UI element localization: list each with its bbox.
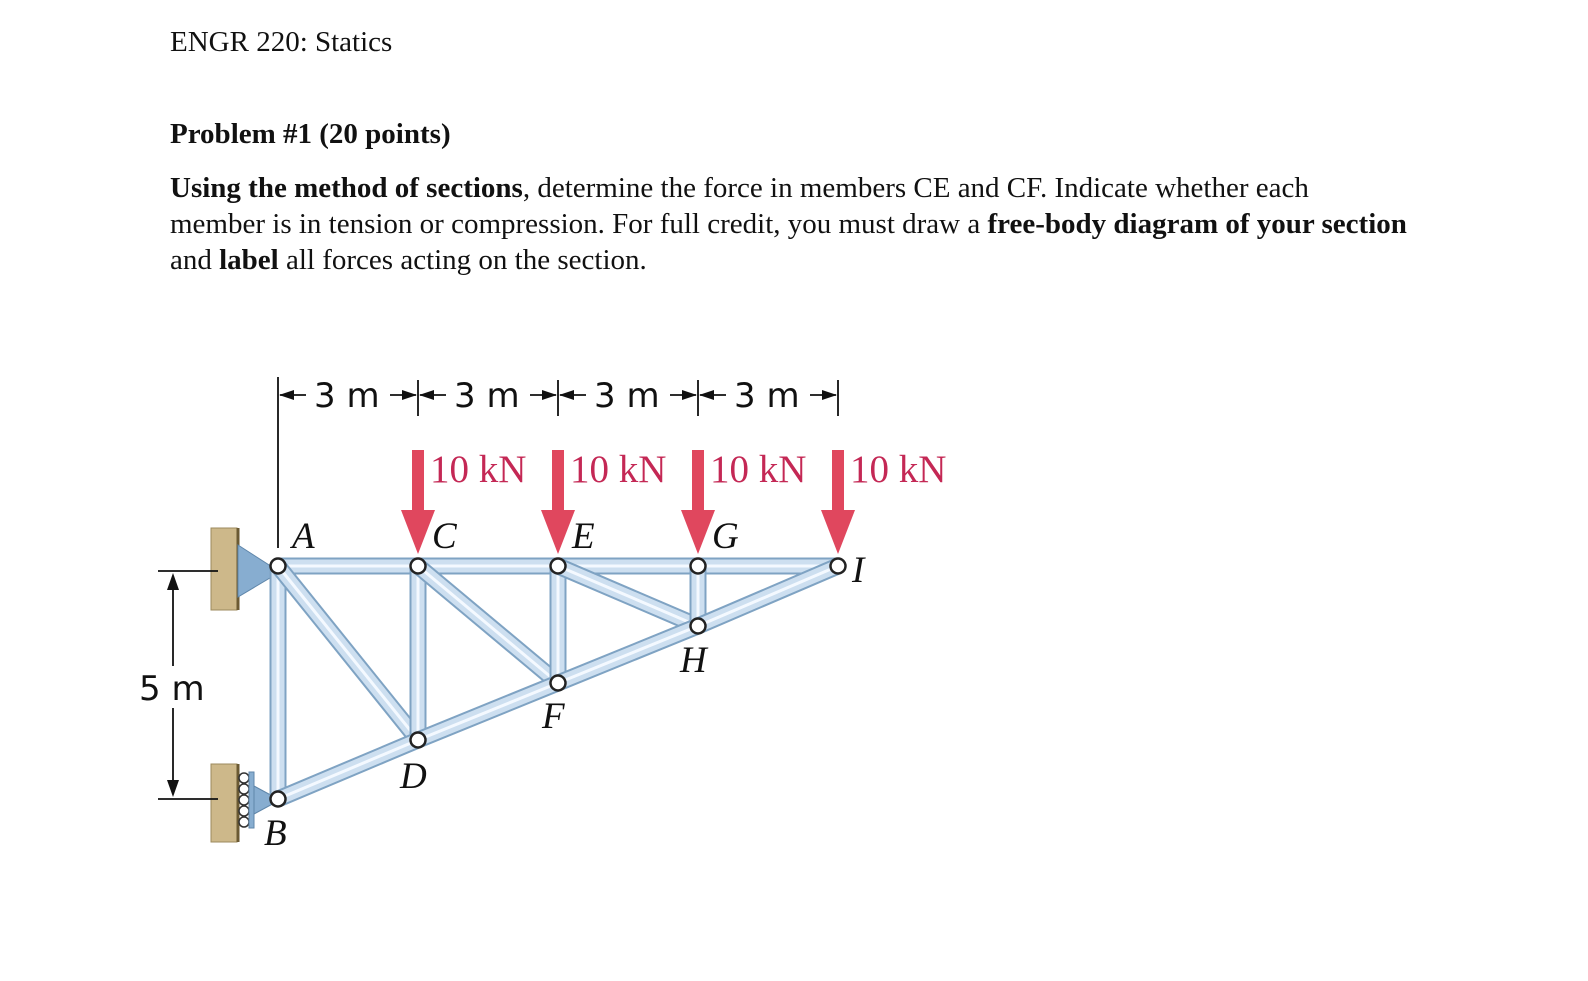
pin-i	[831, 559, 846, 574]
load-g	[681, 448, 806, 554]
load-label: 10 kN	[430, 448, 527, 491]
load-arrow-shaft	[832, 450, 844, 512]
node-label-c: C	[432, 516, 457, 557]
load-label: 10 kN	[710, 448, 807, 491]
node-label-h: H	[680, 640, 707, 681]
load-arrow-shaft	[552, 450, 564, 512]
load-arrow-head	[401, 510, 435, 554]
load-arrow-shaft	[412, 450, 424, 512]
pin-c	[411, 559, 426, 574]
load-arrow-head	[541, 510, 575, 554]
dimension-span-4	[699, 376, 837, 416]
course-title: ENGR 220: Statics	[170, 26, 393, 58]
node-label-i: I	[852, 550, 865, 591]
problem-text-segment: label	[219, 244, 279, 276]
load-label: 10 kN	[570, 448, 667, 491]
problem-text-segment: all forces acting on the section.	[278, 244, 647, 276]
member-hi	[698, 566, 838, 626]
node-label-b: B	[264, 813, 287, 854]
member-df	[418, 683, 558, 740]
load-arrow-shaft	[692, 450, 704, 512]
pin-h	[691, 619, 706, 634]
support-wall-top	[211, 528, 237, 610]
node-label-a: A	[292, 516, 315, 557]
pin-g	[691, 559, 706, 574]
height-dimension-label: 5 m	[139, 669, 205, 709]
member-cf	[418, 566, 558, 683]
member-fh	[558, 626, 698, 683]
pin-f	[551, 676, 566, 691]
support-wall-bottom	[211, 764, 237, 842]
load-i	[821, 448, 946, 554]
member-ad	[278, 566, 418, 740]
problem-text-segment: , determine the force in members CE and CF. Indicate whether each member is in tension or compression. For full credit, you must draw a	[170, 172, 1309, 240]
problem-text-segment: Using the method of sections	[170, 172, 523, 204]
dimension-label: 3 m	[594, 376, 660, 416]
node-label-e: E	[572, 516, 595, 557]
pin-e	[551, 559, 566, 574]
dimension-span-2	[419, 376, 557, 416]
dimension-label: 3 m	[734, 376, 800, 416]
load-label: 10 kN	[850, 448, 947, 491]
member-bd	[278, 740, 418, 799]
node-label-g: G	[712, 516, 739, 557]
node-label-d: D	[400, 756, 427, 797]
load-arrow-head	[681, 510, 715, 554]
load-e	[541, 448, 666, 554]
load-arrow-head	[821, 510, 855, 554]
dimension-label: 3 m	[314, 376, 380, 416]
dimension-label: 3 m	[454, 376, 520, 416]
pin-d	[411, 733, 426, 748]
problem-text-segment: free-body diagram of your section	[987, 208, 1407, 240]
member-eh	[558, 566, 698, 626]
problem-heading: Problem #1 (20 points)	[170, 118, 451, 150]
node-label-f: F	[542, 696, 565, 737]
pin-b	[271, 792, 286, 807]
load-c	[401, 448, 526, 554]
vertical-dimension	[139, 571, 218, 799]
problem-text-segment: and	[170, 244, 220, 276]
pin-a	[271, 559, 286, 574]
applied-loads	[401, 448, 946, 554]
dimension-span-3	[559, 376, 697, 416]
dimension-span-1	[279, 376, 417, 416]
